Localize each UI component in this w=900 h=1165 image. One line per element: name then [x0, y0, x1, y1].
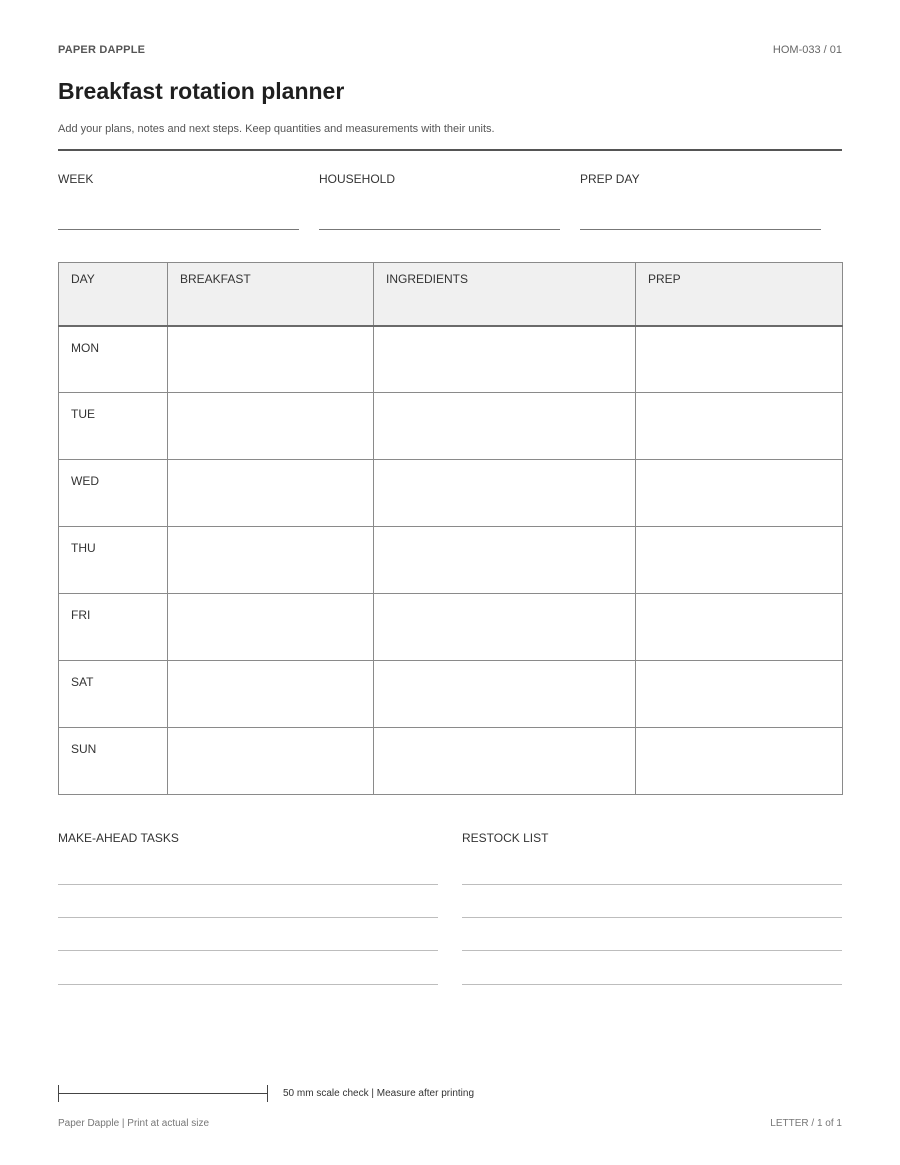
prep-cell[interactable] [636, 460, 843, 527]
header-rule [58, 149, 842, 151]
table-header-row [59, 263, 843, 326]
make-ahead-line-1[interactable] [58, 884, 438, 885]
day-cell: FRI [59, 594, 168, 661]
restock-list-label: RESTOCK LIST [462, 831, 549, 845]
prep-cell[interactable] [636, 728, 843, 795]
day-cell: SAT [59, 661, 168, 728]
prep-cell[interactable] [636, 594, 843, 661]
field-prep-day-line [580, 229, 821, 230]
restock-line-2[interactable] [462, 917, 842, 918]
table-row [59, 393, 843, 460]
page-subtitle: Add your plans, notes and next steps. Keep quantities and measurements with their units. [58, 123, 495, 135]
restock-line-1[interactable] [462, 884, 842, 885]
day-cell: TUE [59, 393, 168, 460]
make-ahead-line-2[interactable] [58, 917, 438, 918]
prep-cell[interactable] [636, 326, 843, 393]
day-cell: THU [59, 527, 168, 594]
scale-line [58, 1093, 267, 1094]
scale-check-bar [58, 1085, 268, 1101]
restock-list-section [462, 831, 842, 845]
page-title: Breakfast rotation planner [58, 78, 345, 104]
make-ahead-tasks-section [58, 831, 438, 845]
prep-cell[interactable] [636, 661, 843, 728]
field-household[interactable] [319, 172, 560, 186]
ingredients-cell[interactable] [374, 594, 636, 661]
table-row [59, 527, 843, 594]
breakfast-cell[interactable] [168, 326, 374, 393]
table-row [59, 728, 843, 795]
ingredients-cell[interactable] [374, 460, 636, 527]
field-prep-day-label: PREP DAY [580, 172, 640, 186]
field-week-line [58, 229, 299, 230]
breakfast-cell[interactable] [168, 728, 374, 795]
field-household-line [319, 229, 560, 230]
column-header-ingredients: INGREDIENTS [374, 263, 636, 326]
footer-left-text: Paper Dapple | Print at actual size [58, 1118, 210, 1129]
table-row [59, 460, 843, 527]
prep-cell[interactable] [636, 393, 843, 460]
day-cell: WED [59, 460, 168, 527]
field-week-label: WEEK [58, 172, 94, 186]
day-cell: MON [59, 326, 168, 393]
ingredients-cell[interactable] [374, 393, 636, 460]
restock-line-3[interactable] [462, 950, 842, 951]
make-ahead-tasks-label: MAKE-AHEAD TASKS [58, 831, 179, 845]
scale-tick-right [267, 1085, 268, 1102]
brand-name: PAPER DAPPLE [58, 44, 146, 56]
make-ahead-line-4[interactable] [58, 984, 438, 985]
breakfast-plan-table [58, 262, 843, 795]
column-header-prep: PREP [636, 263, 843, 326]
ingredients-cell[interactable] [374, 661, 636, 728]
breakfast-cell[interactable] [168, 393, 374, 460]
field-prep-day[interactable] [580, 172, 821, 186]
table-row [59, 661, 843, 728]
breakfast-cell[interactable] [168, 527, 374, 594]
table-row [59, 594, 843, 661]
field-week[interactable] [58, 172, 299, 186]
breakfast-cell[interactable] [168, 661, 374, 728]
prep-cell[interactable] [636, 527, 843, 594]
ingredients-cell[interactable] [374, 728, 636, 795]
field-household-label: HOUSEHOLD [319, 172, 396, 186]
breakfast-cell[interactable] [168, 594, 374, 661]
column-header-day: DAY [59, 263, 168, 326]
document-code: HOM-033 / 01 [772, 44, 842, 56]
column-header-breakfast: BREAKFAST [168, 263, 374, 326]
table-row [59, 326, 843, 393]
scale-check-text: 50 mm scale check | Measure after printing [283, 1088, 475, 1099]
day-cell: SUN [59, 728, 168, 795]
make-ahead-line-3[interactable] [58, 950, 438, 951]
ingredients-cell[interactable] [374, 326, 636, 393]
breakfast-cell[interactable] [168, 460, 374, 527]
restock-line-4[interactable] [462, 984, 842, 985]
footer-right-text: LETTER / 1 of 1 [770, 1118, 842, 1129]
ingredients-cell[interactable] [374, 527, 636, 594]
